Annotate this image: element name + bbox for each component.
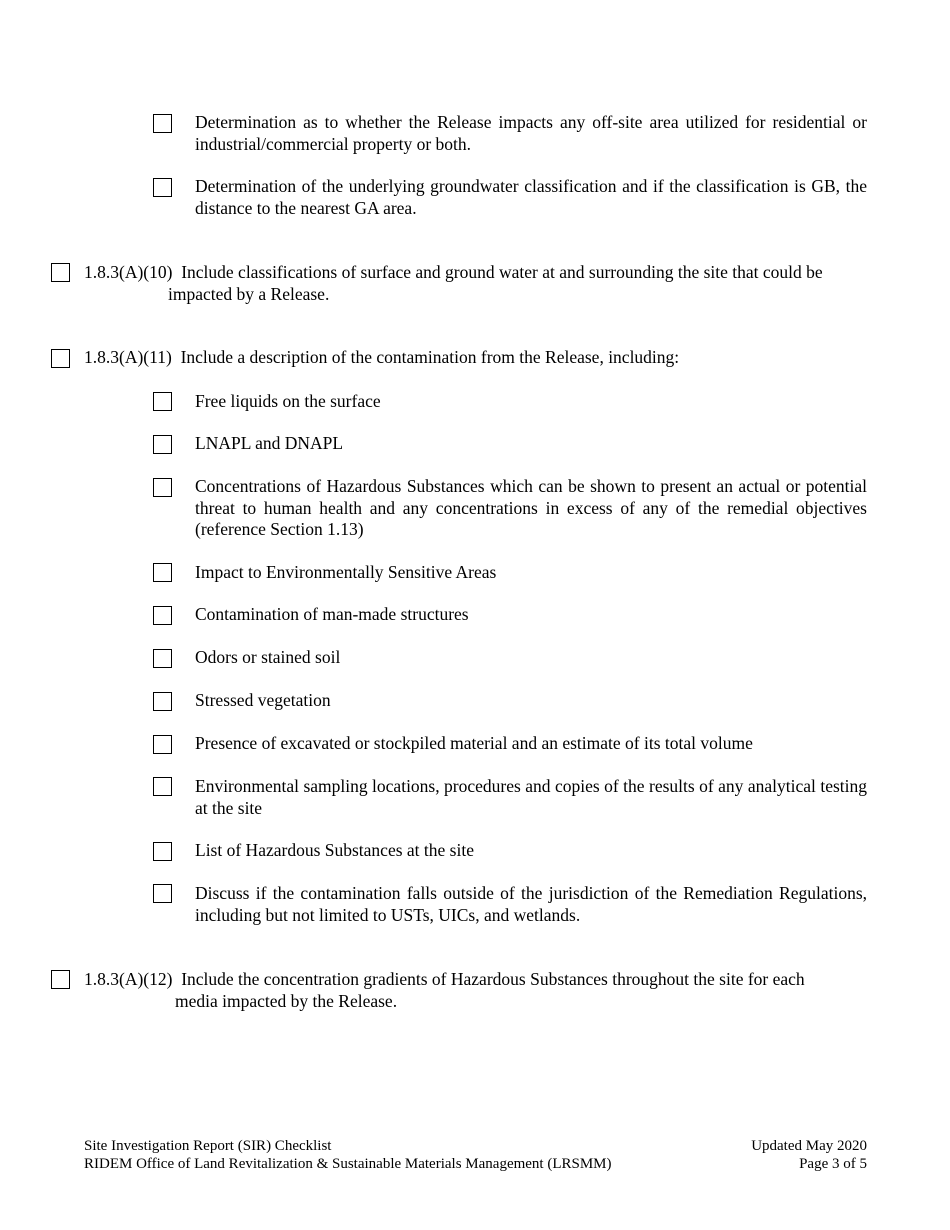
section-code: 1.8.3(A)(10) — [84, 262, 173, 282]
footer-office-name: RIDEM Office of Land Revitalization & Sustainable Materials Management (LRSMM) — [84, 1156, 612, 1172]
checklist-subitem-text: Concentrations of Hazardous Substances which can be shown to present an actual or potential threat to human health and any concentrations in excess of any of the remedial objectives (reference Section 1.13) — [195, 476, 867, 539]
checkbox[interactable] — [153, 563, 172, 582]
checklist-subitem-text: Impact to Environmentally Sensitive Areas — [195, 562, 497, 582]
checkbox[interactable] — [153, 114, 172, 133]
section-text — [84, 262, 867, 305]
checklist-subitem-text: Free liquids on the surface — [195, 391, 381, 411]
section-description: Include a description of the contamination from the Release, including: — [180, 347, 680, 367]
checkbox[interactable] — [153, 392, 172, 411]
checkbox[interactable] — [153, 435, 172, 454]
footer-document-title: Site Investigation Report (SIR) Checklist — [84, 1138, 332, 1154]
checklist-subitem-text: Contamination of man-made structures — [195, 604, 469, 624]
checklist-subitem-text: Stressed vegetation — [195, 690, 331, 710]
footer-updated-date: Updated May 2020 — [751, 1138, 867, 1154]
checkbox[interactable] — [153, 178, 172, 197]
checklist-subitem-text: Determination of the underlying groundwater classification and if the classification is GB, the distance to the nearest GA area. — [195, 176, 867, 218]
checklist-subitem-text: Presence of excavated or stockpiled material and an estimate of its total volume — [195, 733, 753, 753]
checklist-subitem-text: Environmental sampling locations, procedures and copies of the results of any analytical testing at the site — [195, 776, 867, 818]
checklist-subitem-text: List of Hazardous Substances at the site — [195, 840, 474, 860]
section-description: Include the concentration gradients of Hazardous Substances throughout the site for each — [181, 969, 805, 989]
section-description: Include classifications of surface and ground water at and surrounding the site that could be — [181, 262, 823, 282]
section-code: 1.8.3(A)(11) — [84, 347, 172, 367]
section-description-continued: media impacted by the Release. — [175, 990, 398, 1011]
checkbox[interactable] — [153, 842, 172, 861]
checkbox[interactable] — [51, 970, 70, 989]
section-text — [84, 969, 867, 1012]
checkbox[interactable] — [51, 349, 70, 368]
checkbox[interactable] — [153, 606, 172, 625]
checkbox[interactable] — [153, 884, 172, 903]
checklist-subitem-text: LNAPL and DNAPL — [195, 433, 344, 453]
section-code: 1.8.3(A)(12) — [84, 969, 173, 989]
checkbox[interactable] — [153, 735, 172, 754]
checkbox[interactable] — [153, 478, 172, 497]
section-text — [84, 347, 867, 369]
checkbox[interactable] — [153, 777, 172, 796]
checkbox[interactable] — [51, 263, 70, 282]
page-footer — [84, 1137, 867, 1173]
section-description-continued: impacted by a Release. — [168, 283, 330, 304]
checklist-subitem-text: Odors or stained soil — [195, 647, 341, 667]
checkbox[interactable] — [153, 692, 172, 711]
footer-page-number: Page 3 of 5 — [799, 1156, 867, 1172]
checkbox[interactable] — [153, 649, 172, 668]
checklist-subitem-text: Discuss if the contamination falls outside of the jurisdiction of the Remediation Regulations, including but not limited to USTs, UICs, and wetlands. — [195, 883, 867, 925]
checklist-subitem-text: Determination as to whether the Release impacts any off-site area utilized for residential or industrial/commercial property or both. — [195, 112, 867, 154]
